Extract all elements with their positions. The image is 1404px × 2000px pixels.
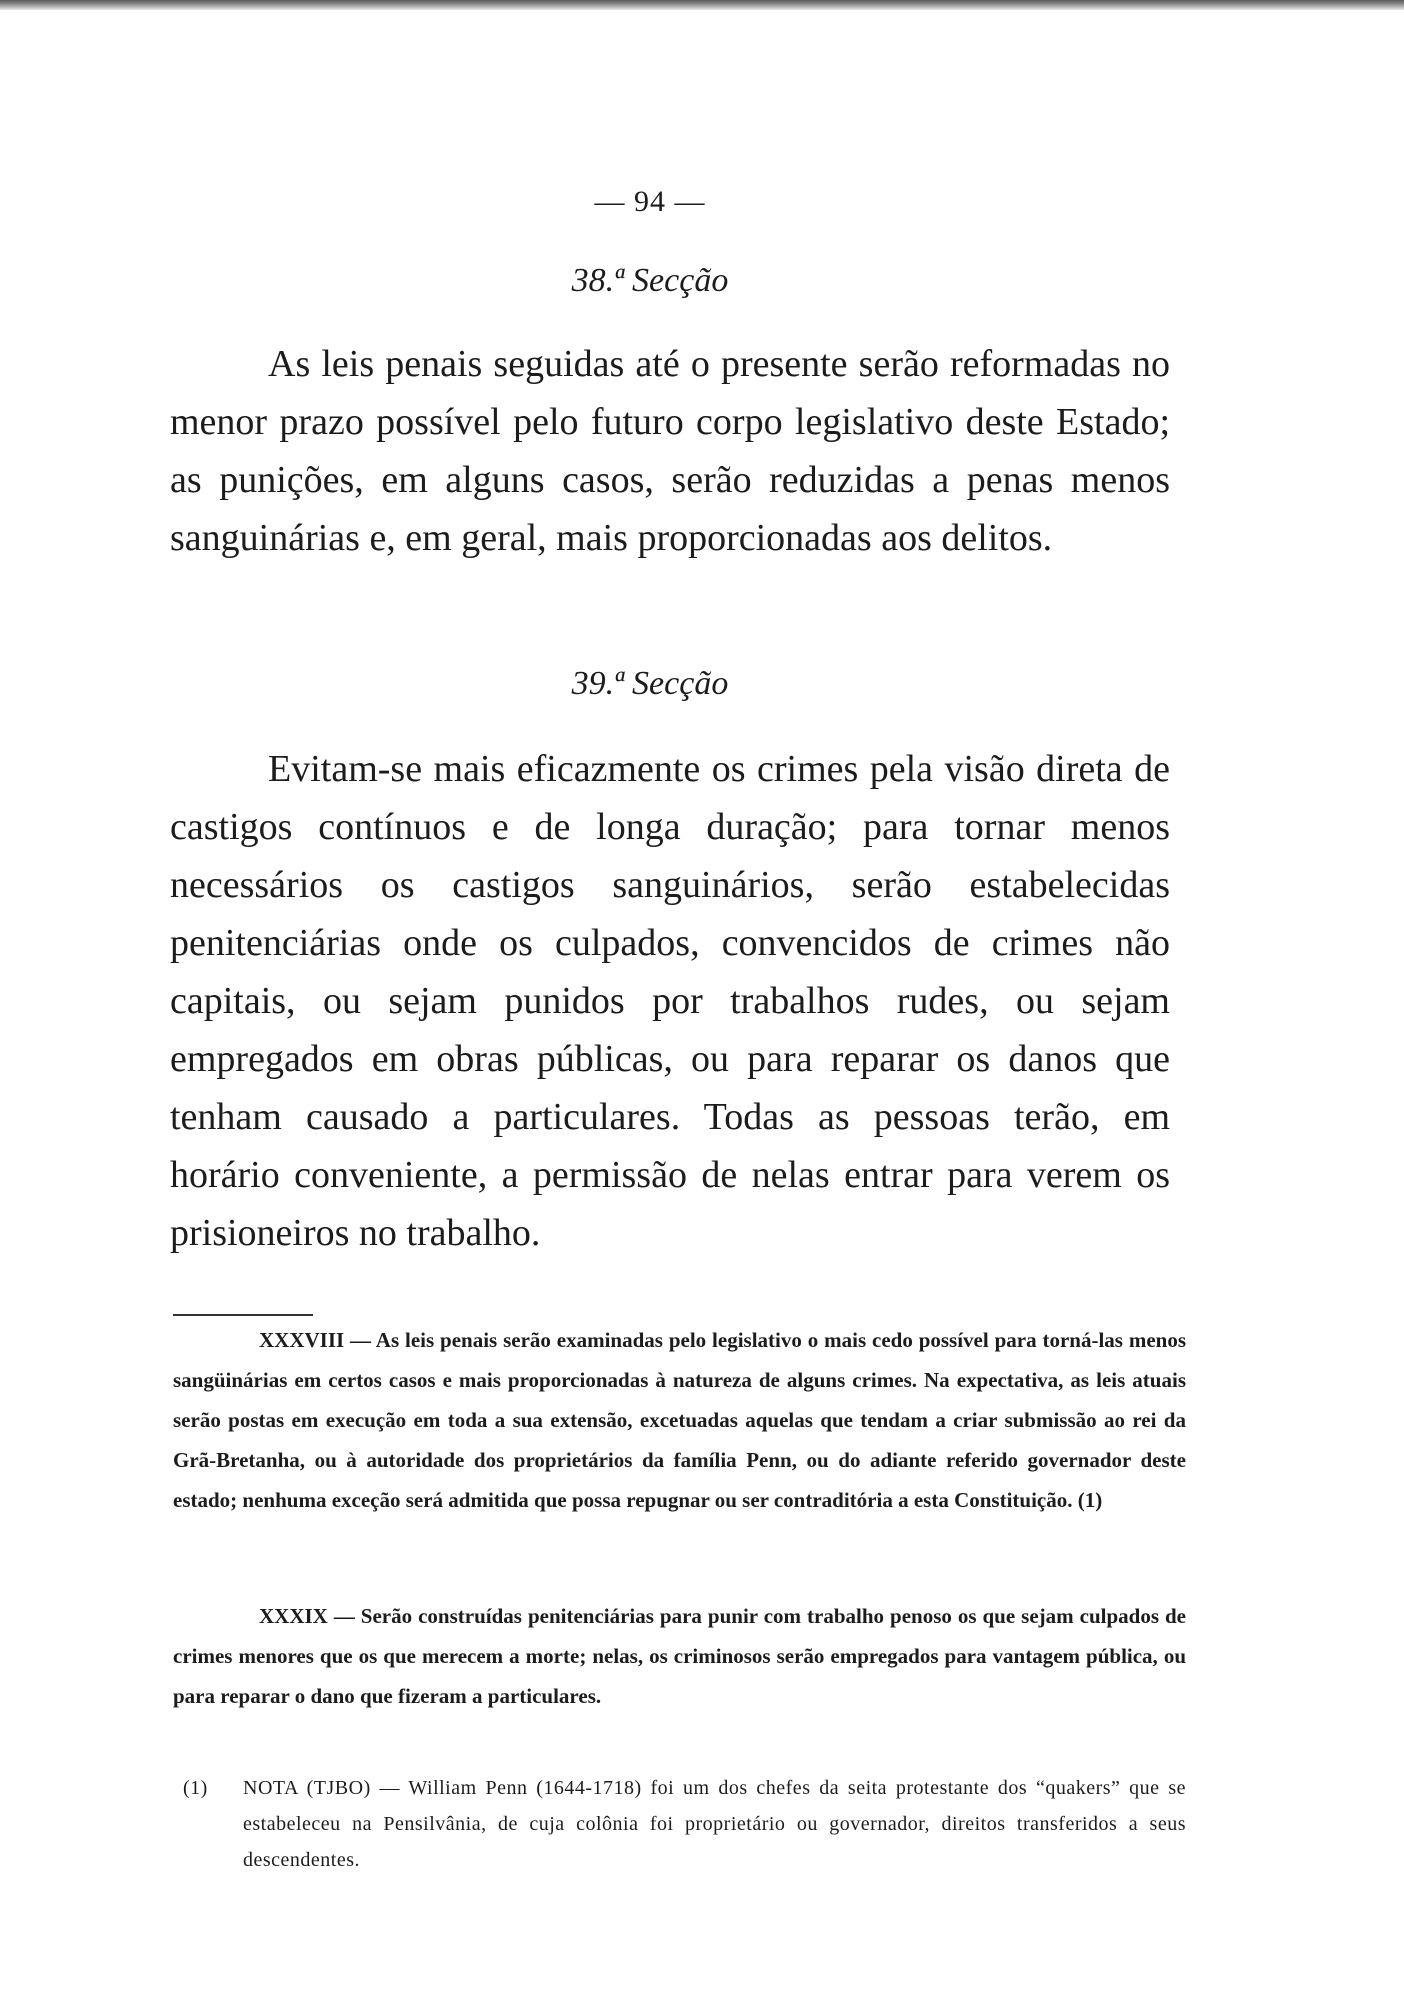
section-38-text: As leis penais seguidas até o presente serão reformadas no menor prazo possível pelo futuro corpo legislativo deste Estado; as punições, em alguns casos, serão reduzidas a penas menos sanguinárias e, em geral, mais proporcionadas aos delitos. [170,343,1170,559]
note-text: NOTA (TJBO) — William Penn (1644-1718) foi um dos chefes da seita protestante dos “quakers” que se estabeleceu na Pensilvânia, de cuja colônia foi proprietário ou governador, direitos transferidos a seus descendentes. [243,1777,1186,1871]
editor-note [183,1770,1186,1878]
page-number: — 94 — [594,185,706,218]
footnote-xxxviii: XXXVIII — As leis penais serão examinadas pelo legislativo o mais cedo possível para torná-las menos sangüinárias em certos casos e mais proporcionadas à natureza de alguns crimes. Na expectativa, as leis atuais serão postas em execução em toda a sua extensão, excetuadas aquelas que tendam a criar submissão ao rei da Grã-Bretanha, ou à autoridade dos proprietários da família Penn, ou do adiante referido governador deste estado; nenhuma exceção será admitida que possa repugnar ou ser contraditória a esta Constituição. (1) [173,1328,1186,1512]
section-39-text: Evitam-se mais eficazmente os crimes pela visão direta de castigos contínuos e de longa duração; para tornar menos necessários os castigos sanguinários, serão estabelecidas penitenciárias onde os culpados, convencidos de crimes não capitais, ou sejam punidos por trabalhos rudes, ou sejam empregados em obras públicas, ou para reparar os danos que tenham causado a particulares. Todas as pessoas terão, em horário conveniente, a permissão de nelas entrar para verem os prisioneiros no trabalho. [170,748,1170,1254]
section-39-heading: 39.ª Secção [571,665,729,702]
scan-top-edge [0,0,1404,10]
footnote-divider [173,1314,313,1316]
note-marker: (1) [183,1777,208,1799]
section-38-heading: 38.ª Secção [571,262,729,299]
footnote-xxxix: XXXIX — Serão construídas penitenciárias para punir com trabalho penoso os que sejam culpados de crimes menores que os que merecem a morte; nelas, os criminosos serão empregados para vantagem pública, ou para reparar o dano que fizeram a particulares. [173,1604,1186,1708]
